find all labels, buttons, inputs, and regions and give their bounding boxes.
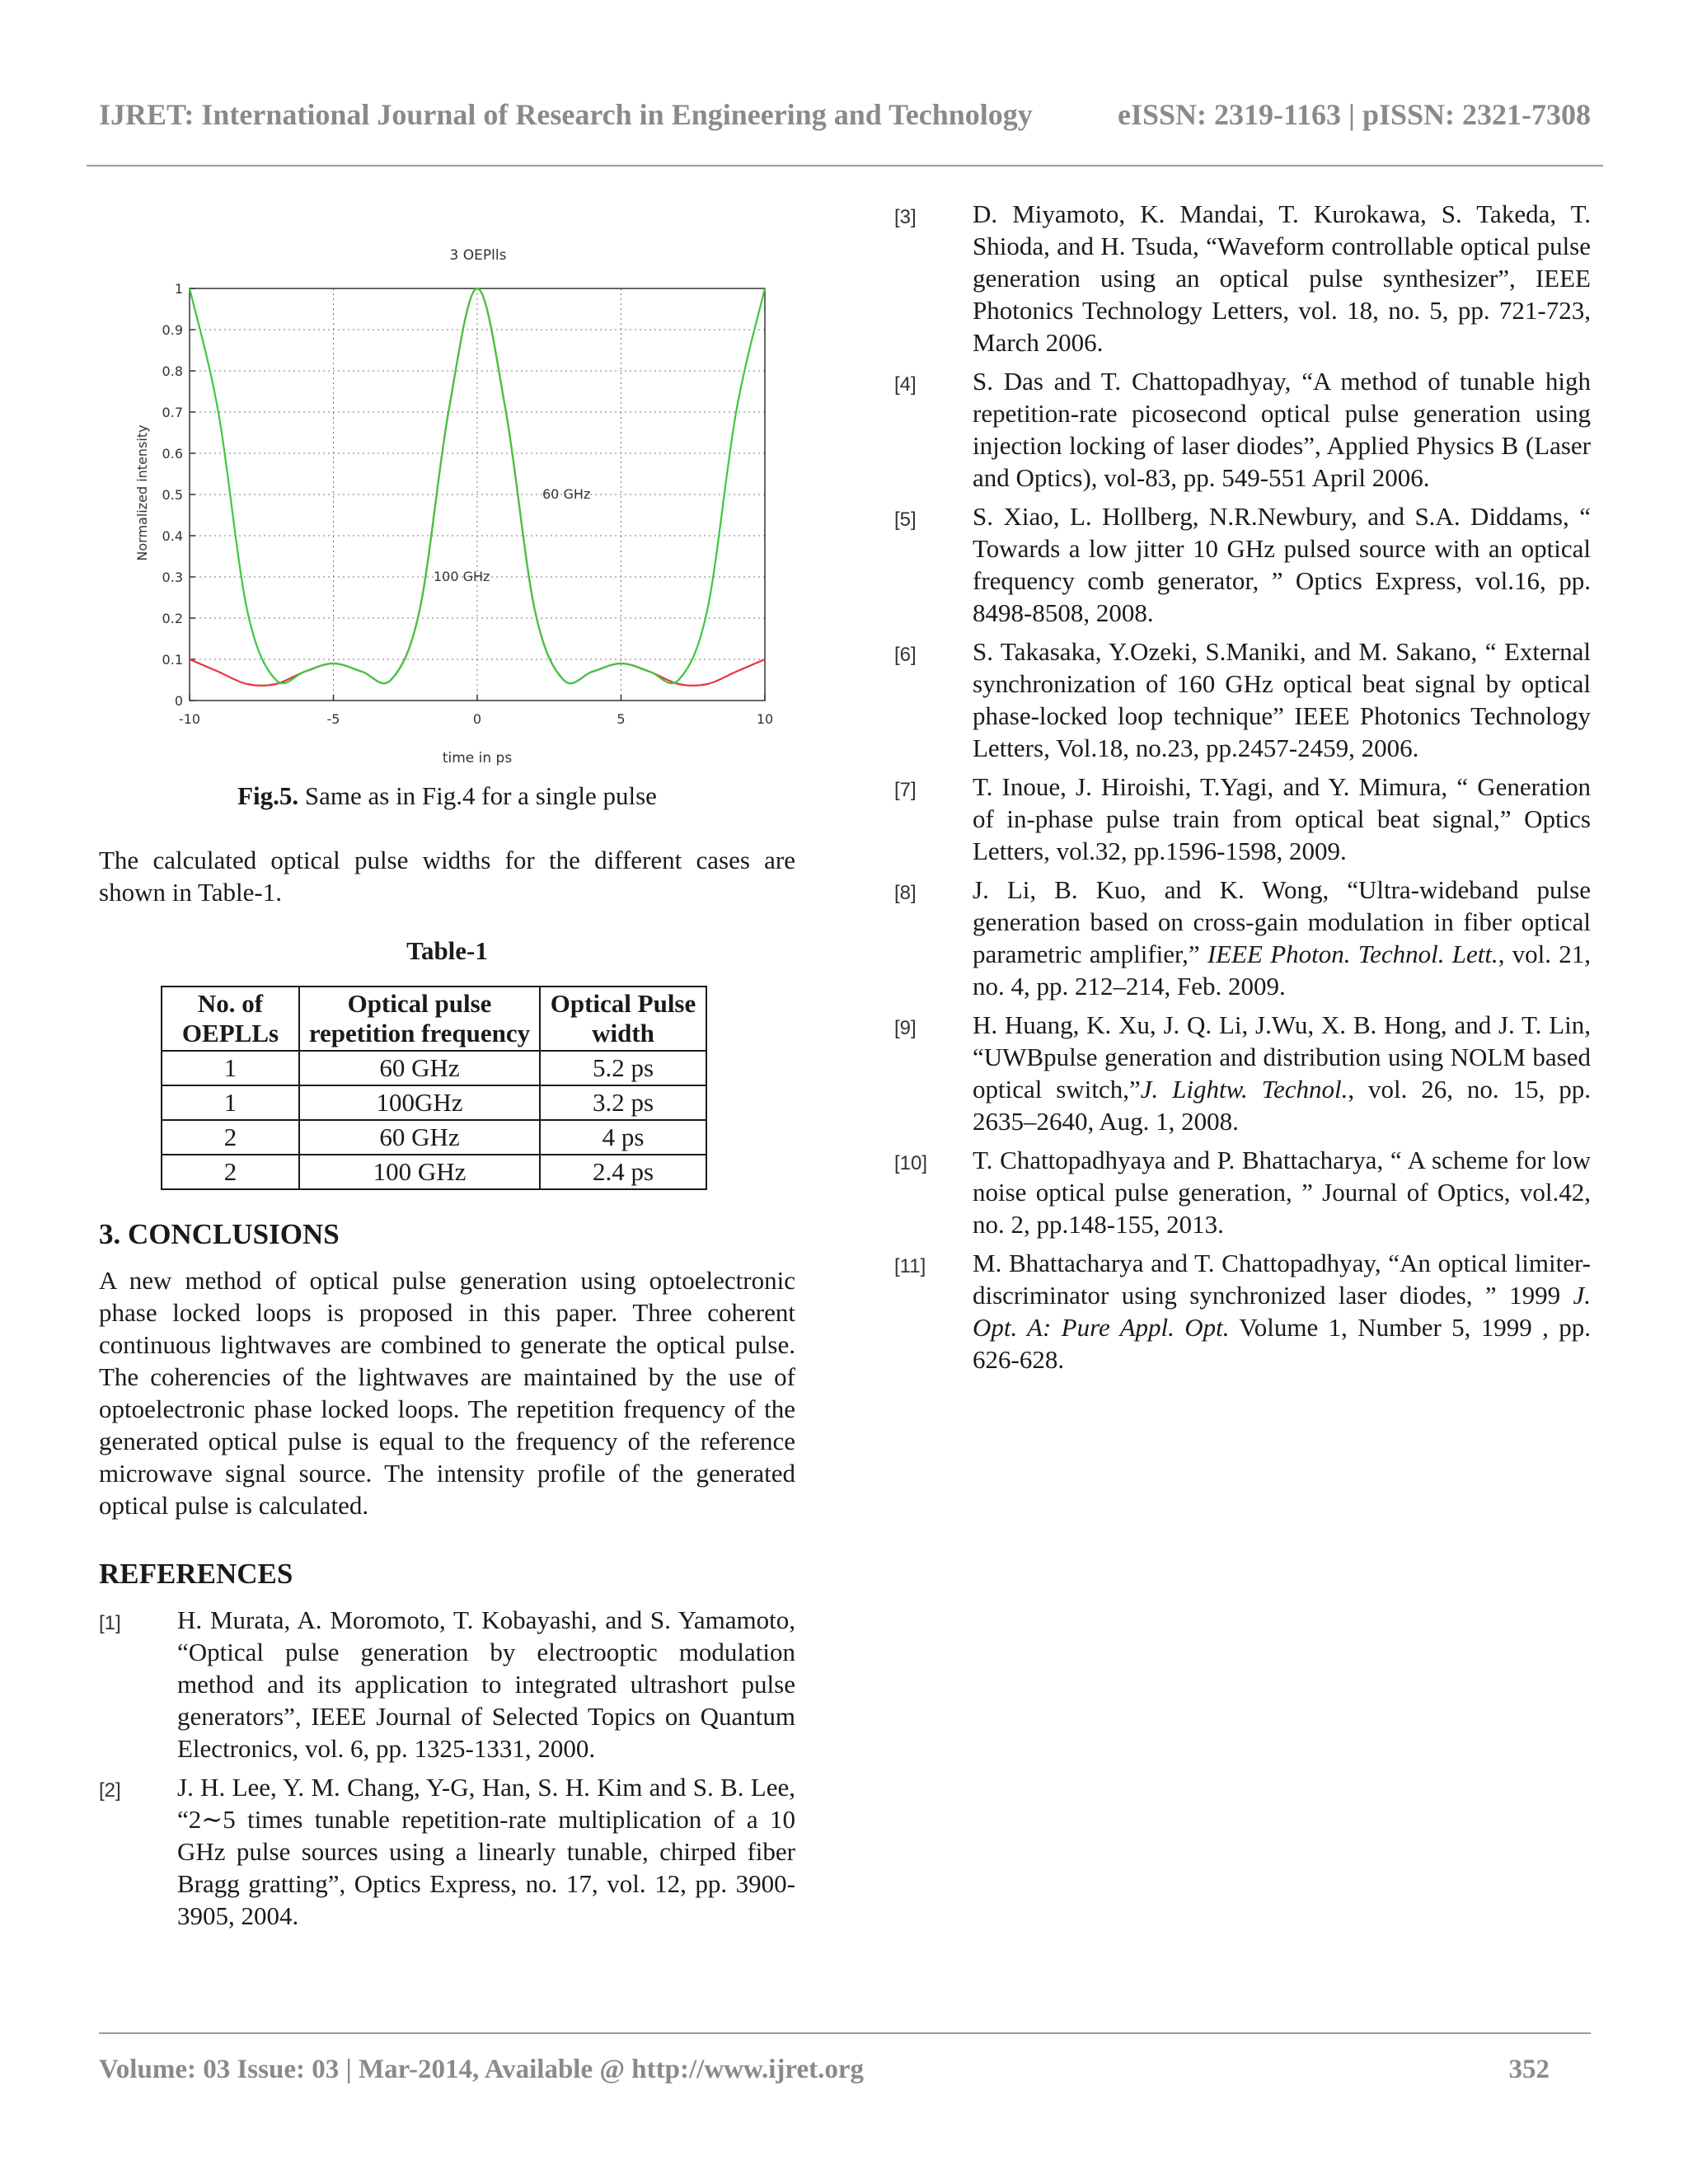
reference-number: [5] bbox=[894, 509, 917, 531]
reference-item bbox=[99, 1771, 795, 1932]
right-column bbox=[894, 198, 1591, 1382]
table-cell: 60 GHz bbox=[299, 1120, 540, 1155]
table-cell: 2.4 ps bbox=[540, 1155, 706, 1189]
reference-text-post: , vol. 21, no. 4, pp. 212–214, Feb. 2009. bbox=[973, 940, 1591, 1001]
journal-header bbox=[99, 97, 1591, 132]
reference-text: T. Chattopadhyaya and P. Bhattacharya, “ A scheme for low noise optical pulse generation, ” Journal of Optics, vol.42, no. 2, pp.148-155, 2013. bbox=[973, 1146, 1591, 1239]
reference-number: [6] bbox=[894, 644, 917, 666]
reference-text: T. Inoue, J. Hiroishi, T.Yagi, and Y. Mimura, “ Generation of in-phase pulse train from optical beat signal,” Optics Letters, vol.32, pp.1596-1598, 2009. bbox=[973, 772, 1591, 865]
chart-grid bbox=[190, 288, 765, 701]
reference-number: [11] bbox=[894, 1255, 926, 1277]
table-cell: 2 bbox=[162, 1120, 299, 1155]
y-tick-label: 0.7 bbox=[162, 405, 183, 420]
table-header-frequency: Optical pulse repetition frequency bbox=[299, 987, 540, 1051]
table-cell: 5.2 ps bbox=[540, 1051, 706, 1085]
reference-item bbox=[894, 1009, 1591, 1137]
y-tick-label: 1 bbox=[174, 281, 183, 297]
intro-paragraph: The calculated optical pulse widths for the different cases are shown in Table-1. bbox=[99, 846, 795, 907]
chart-axes bbox=[162, 281, 774, 727]
journal-issn: eISSN: 2319-1163 | pISSN: 2321-7308 bbox=[1118, 98, 1591, 131]
y-tick-label: 0.4 bbox=[162, 528, 183, 544]
table-row bbox=[162, 1085, 706, 1120]
reference-text: S. Takasaka, Y.Ozeki, S.Maniki, and M. Sakano, “ External synchronization of 160 GHz optical beat signal by optical phase-locked loop technique” IEEE Photonics Technology Letters, Vol.18, no.23, pp.2457-2459, 2006. bbox=[973, 637, 1591, 762]
journal-title: IJRET: International Journal of Research in Engineering and Technology bbox=[99, 98, 1033, 131]
reference-number: [4] bbox=[894, 373, 917, 396]
conclusions-heading: 3. CONCLUSIONS bbox=[99, 1218, 340, 1250]
x-tick-label: 10 bbox=[756, 711, 774, 727]
reference-number: [8] bbox=[894, 882, 917, 904]
y-tick-label: 0.3 bbox=[162, 569, 183, 585]
reference-item bbox=[894, 500, 1591, 629]
reference-text-post: Volume 1, Number 5, 1999 , pp. 626-628. bbox=[973, 1313, 1592, 1374]
reference-text-post: , vol. 26, no. 15, pp. 2635–2640, Aug. 1, 2008. bbox=[973, 1075, 1591, 1136]
x-tick-label: -5 bbox=[326, 711, 340, 727]
reference-text-pre: M. Bhattacharya and T. Chattopadhyay, “An optical limiter-discriminator using synchronized laser diodes, ” 1999 bbox=[973, 1249, 1591, 1310]
y-tick-label: 0 bbox=[174, 693, 183, 709]
journal-footer bbox=[99, 2055, 1591, 2085]
reference-number: [1] bbox=[99, 1612, 121, 1634]
reference-text: H. Murata, A. Moromoto, T. Kobayashi, and S. Yamamoto, “Optical pulse generation by electrooptic modulation method and its application to integrated ultrashort pulse generators”, IEEE Journal of Selected Topics on Quantum Electronics, vol. 6, pp. 1325-1331, 2000. bbox=[177, 1605, 795, 1763]
reference-item bbox=[894, 1144, 1591, 1240]
pulse-intensity-chart bbox=[124, 214, 774, 775]
reference-text-pre: H. Huang, K. Xu, J. Q. Li, J.Wu, X. B. Hong, and J. T. Lin, “UWBpulse generation and distribution using NOLM based optical switch,” bbox=[973, 1010, 1591, 1104]
reference-journal: IEEE Photon. Technol. Lett. bbox=[1207, 940, 1498, 968]
reference-item bbox=[894, 771, 1591, 867]
reference-number: [2] bbox=[99, 1779, 121, 1802]
table-cell: 1 bbox=[162, 1085, 299, 1120]
reference-item bbox=[894, 365, 1591, 494]
reference-text: J. H. Lee, Y. M. Chang, Y-G, Han, S. H. Kim and S. B. Lee, “2∼5 times tunable repetition-rate multiplication of a 10 GHz pulse sources using a linearly tunable, chirped fiber Bragg gratting”, Optics Express, no. 17, vol. 12, pp. 3900-3905, 2004. bbox=[177, 1773, 795, 1930]
table-cell: 100 GHz bbox=[299, 1155, 540, 1189]
y-tick-label: 0.2 bbox=[162, 611, 183, 626]
table-cell: 4 ps bbox=[540, 1120, 706, 1155]
reference-text: D. Miyamoto, K. Mandai, T. Kurokawa, S. Takeda, T. Shioda, and H. Tsuda, “Waveform controllable optical pulse generation using an optical pulse synthesizer”, IEEE Photonics Technology Letters, vol. 18, no. 5, pp. 721-723, March 2006. bbox=[973, 199, 1591, 357]
table-cell: 1 bbox=[162, 1051, 299, 1085]
reference-item bbox=[894, 198, 1591, 359]
reference-item bbox=[894, 874, 1591, 1002]
table-header-width: Optical Pulse width bbox=[540, 987, 706, 1051]
x-tick-label: 5 bbox=[617, 711, 626, 727]
x-tick-label: -10 bbox=[178, 711, 201, 727]
chart-title: 3 OEPlls bbox=[449, 247, 507, 264]
conclusions-paragraph: A new method of optical pulse generation using optoelectronic phase locked loops is proposed in this paper. Three coherent continuous lightwaves are combined to generate the optical pulse. The coherencies of the lightwaves are maintained by the use of optoelectronic phase locked loops. The repetition frequency of the generated optical pulse is equal to the frequency of the reference microwave signal source. The intensity profile of the generated optical pulse is calculated. bbox=[99, 1266, 795, 1520]
chart-annotation-60ghz: 60 GHz bbox=[542, 486, 591, 502]
y-tick-label: 0.8 bbox=[162, 363, 183, 379]
reference-number: [9] bbox=[894, 1017, 917, 1039]
y-tick-label: 0.1 bbox=[162, 652, 183, 668]
y-tick-label: 0.9 bbox=[162, 322, 183, 338]
table-cell: 100GHz bbox=[299, 1085, 540, 1120]
x-tick-label: 0 bbox=[472, 711, 482, 727]
footer-rule bbox=[99, 2032, 1591, 2034]
reference-journal: J. Lightw. Technol. bbox=[1140, 1075, 1348, 1104]
reference-text: S. Das and T. Chattopadhyay, “A method of tunable high repetition-rate picosecond optical pulse generation using injection locking of laser diodes”, Applied Physics B (Laser and Optics), vol-83, pp. 549-551 April 2006. bbox=[973, 367, 1591, 492]
figure-5 bbox=[99, 198, 795, 775]
reference-number: [7] bbox=[894, 779, 917, 801]
page-number: 352 bbox=[1508, 2055, 1550, 2084]
reference-item bbox=[894, 1247, 1591, 1376]
table-cell: 60 GHz bbox=[299, 1051, 540, 1085]
references-heading: REFERENCES bbox=[99, 1558, 293, 1590]
y-tick-label: 0.5 bbox=[162, 487, 183, 503]
reference-item bbox=[894, 635, 1591, 764]
footer-volume: Volume: 03 Issue: 03 | Mar-2014, Available @ http://www.ijret.org bbox=[99, 2055, 864, 2084]
series-line-100ghz bbox=[190, 288, 765, 683]
table-row bbox=[162, 1120, 706, 1155]
chart-annotation-100ghz: 100 GHz bbox=[434, 569, 490, 584]
reference-text: S. Xiao, L. Hollberg, N.R.Newbury, and S.A. Diddams, “ Towards a low jitter 10 GHz pulsed source with an optical frequency comb generator, ” Optics Express, vol.16, pp. 8498-8508, 2008. bbox=[973, 502, 1591, 627]
reference-journal: J. Opt. A: Pure Appl. Opt. bbox=[973, 1281, 1591, 1342]
reference-number: [10] bbox=[894, 1152, 928, 1174]
table-row bbox=[162, 1155, 706, 1189]
left-column bbox=[99, 198, 795, 1938]
table-header-row bbox=[162, 987, 706, 1051]
table-cell: 3.2 ps bbox=[540, 1085, 706, 1120]
table-row bbox=[162, 1051, 706, 1085]
figure-caption bbox=[99, 781, 795, 811]
figure-caption-text: Same as in Fig.4 for a single pulse bbox=[298, 781, 657, 810]
header-rule bbox=[87, 165, 1603, 166]
y-tick-label: 0.6 bbox=[162, 446, 183, 462]
reference-text-pre: J. Li, B. Kuo, and K. Wong, “Ultra-wideband pulse generation based on cross-gain modulation in fiber optical parametric amplifier,” bbox=[973, 875, 1591, 968]
table-cell: 2 bbox=[162, 1155, 299, 1189]
reference-item bbox=[99, 1604, 795, 1765]
chart-ylabel: Normalized intensity bbox=[134, 424, 150, 561]
figure-caption-label: Fig.5. bbox=[237, 781, 299, 810]
table-title: Table-1 bbox=[406, 936, 488, 965]
chart-xlabel: time in ps bbox=[442, 750, 513, 766]
table-header-oeplls: No. of OEPLLs bbox=[162, 987, 299, 1051]
reference-number: [3] bbox=[894, 206, 917, 228]
pulse-width-table bbox=[161, 986, 707, 1190]
